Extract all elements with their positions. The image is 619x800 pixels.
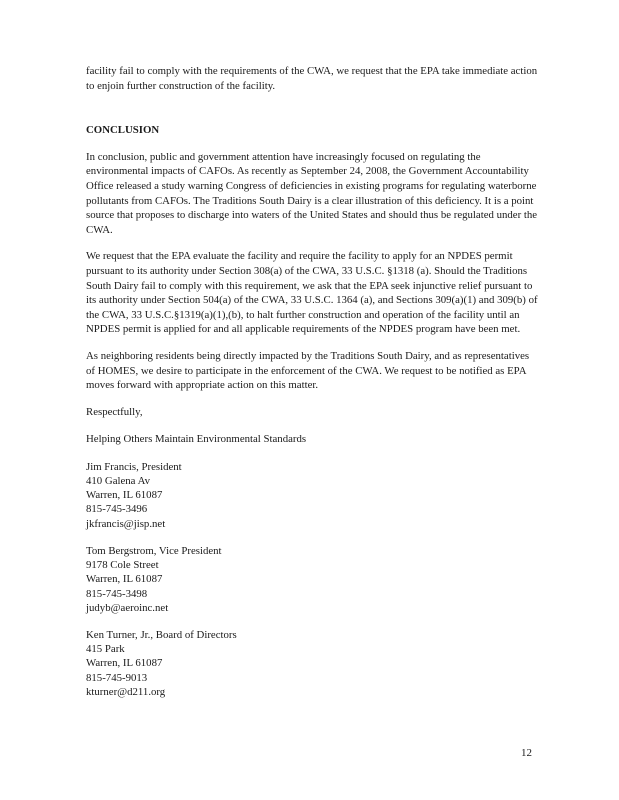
- signer-phone: 815-745-3496: [86, 503, 148, 516]
- signer-email: judyb@aeroinc.net: [86, 601, 169, 614]
- signer-city: Warren, IL 61087: [86, 657, 163, 670]
- signer-city: Warren, IL 61087: [86, 489, 163, 502]
- conclusion-paragraph-3: As neighboring residents being directly impacted by the Traditions South Dairy, and as representatives of HOMES, we desire to participate in the enforcement of the CWA. We request to be notified as EPA moves forward with appropriate action on this matter.: [86, 349, 530, 392]
- closing-salutation: Respectfully,: [86, 405, 143, 418]
- signer-street: 415 Park: [86, 643, 125, 656]
- organization-name: Helping Others Maintain Environmental Standards: [86, 433, 307, 446]
- signer-city: Warren, IL 61087: [86, 573, 163, 586]
- signer-street: 9178 Cole Street: [86, 559, 159, 572]
- signer-phone: 815-745-3498: [86, 587, 148, 600]
- signer-block: [86, 460, 538, 531]
- signer-phone: 815-745-9013: [86, 671, 148, 684]
- signer-name-title: Tom Bergstrom, Vice President: [86, 544, 222, 557]
- signer-block: [86, 544, 538, 615]
- signer-name-title: Ken Turner, Jr., Board of Directors: [86, 628, 237, 641]
- signer-name-title: Jim Francis, President: [86, 460, 182, 473]
- conclusion-heading: CONCLUSION: [86, 124, 160, 137]
- signer-email: jkfrancis@jisp.net: [86, 517, 166, 530]
- page-number: 12: [521, 747, 532, 759]
- page-content: [86, 64, 538, 712]
- signer-email: kturner@d211.org: [86, 685, 166, 698]
- conclusion-paragraph-2: We request that the EPA evaluate the facility and require the facility to apply for an NPDES permit pursuant to its authority under Section 308(a) of the CWA, 33 U.S.C. §1318 (a). Should the Traditions South Dairy fail to comply with this requirement, we ask that the EPA seek injunctive relief pursuant to its authority under Section 504(a) of the CWA, 33 U.S.C. 1364 (a), and Sections 309(a)(1) and 309(b) of the CWA, 33 U.S.C.§1319(a)(1),(b), to halt further construction and operation of the facility until an NPDES permit is applied for and all applicable requirements of the NPDES program have been met.: [86, 250, 538, 336]
- intro-paragraph: facility fail to comply with the requirements of the CWA, we request that the EPA take immediate action to enjoin further construction of the facility.: [86, 65, 538, 92]
- conclusion-paragraph-1: In conclusion, public and government attention have increasingly focused on regulating the environmental impacts of CAFOs. As recently as September 24, 2008, the Government Accountability Office released a study warning Congress of deficiencies in existing programs for regulating waterborne pollutants from CAFOs. The Traditions South Dairy is a clear illustration of this deficiency. It is a point source that proposes to discharge into waters of the United States and should thus be regulated under the CWA.: [86, 150, 538, 236]
- signer-street: 410 Galena Av: [86, 475, 150, 488]
- signer-block: [86, 628, 538, 699]
